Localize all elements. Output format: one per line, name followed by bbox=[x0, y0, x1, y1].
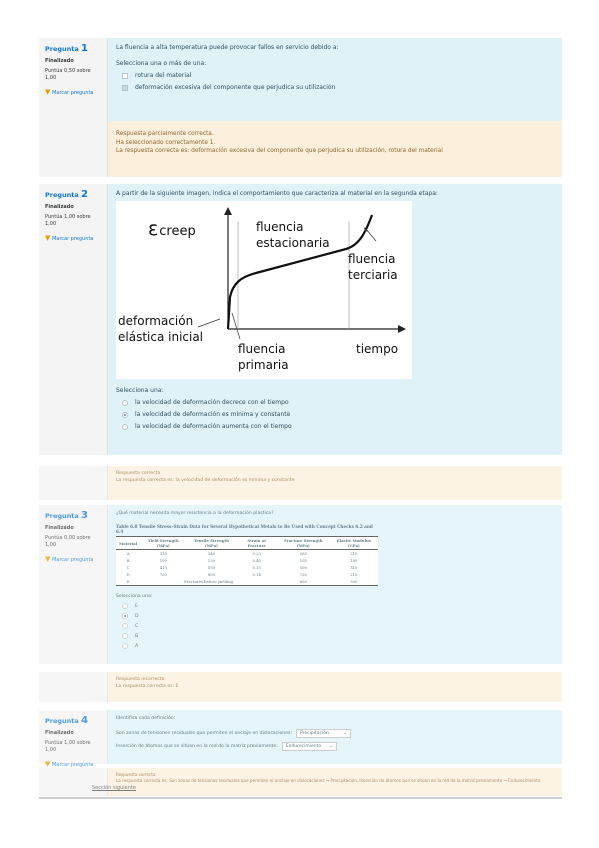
question-4-feedback-row bbox=[39, 768, 562, 796]
feedback: Respuesta correcta La respuesta correcta es: Son zonas de tensiones residuales que permiten el anclaje en dislocaciones → Precipitación, Inserción de átomos que se sitúan en la red de la matriz previamente → Endurecimiento bbox=[108, 768, 562, 796]
radio[interactable] bbox=[122, 412, 128, 418]
question-formulation bbox=[108, 184, 562, 455]
flag-icon: ▼ bbox=[45, 87, 51, 96]
y-axis-label: ε bbox=[148, 218, 159, 240]
flag-question-link[interactable]: ▼ Marcar pregunta bbox=[45, 87, 94, 96]
y-axis-sub: creep bbox=[159, 224, 196, 239]
question-3-feedback-row bbox=[39, 672, 562, 702]
table-caption: Table 6.8 Tensile Stress–Strain Data for Several Hypothetical Metals to Be Used with Concept Checks 6.2 and 6.4 bbox=[116, 524, 373, 534]
flag-question-link[interactable]: ▼ Marcar pregunta bbox=[45, 554, 94, 563]
answer-option[interactable]: deformación excesiva del componente que perjudica su utilización bbox=[122, 84, 554, 91]
chevron-down-icon: ⌄ bbox=[328, 744, 333, 749]
radio[interactable] bbox=[122, 613, 128, 619]
question-label: Pregunta bbox=[45, 45, 79, 53]
question-label: Pregunta bbox=[45, 717, 79, 725]
answer-prompt: Selecciona una: bbox=[116, 594, 153, 599]
table-header: Material bbox=[119, 540, 138, 546]
question-text: ¿Qué material necesita mayor resistencia a la deformación plástica? bbox=[116, 511, 274, 516]
question-state: Finalizado bbox=[45, 57, 74, 64]
radio[interactable] bbox=[122, 633, 128, 639]
question-2-feedback-row bbox=[39, 466, 562, 500]
answer-option[interactable]: la velocidad de deformación aumenta con el tiempo bbox=[122, 423, 554, 430]
table-row: B 100 120 0.40 105 150 bbox=[126, 558, 358, 563]
creep-curve-image bbox=[116, 201, 412, 379]
question-info bbox=[39, 710, 108, 768]
radio[interactable] bbox=[122, 623, 128, 629]
answer-option[interactable]: D bbox=[122, 613, 554, 619]
table-row: D 700 850 0.14 720 210 bbox=[126, 572, 358, 577]
x-axis-label: tiempo bbox=[356, 342, 399, 356]
question-grade: Puntúa 1,00 sobre 1,00 bbox=[45, 214, 91, 227]
next-section-link[interactable]: Sección siguiente bbox=[92, 785, 136, 791]
question-grade: Puntúa 0,00 sobre 1,00 bbox=[45, 535, 91, 548]
table-row: E Fractures before yielding 650 350 bbox=[116, 578, 378, 586]
answer-prompt: Selecciona una o más de una: bbox=[116, 60, 207, 67]
table-header: Tensile Strength (MPa) bbox=[193, 538, 229, 548]
feedback: Respuesta correcta La respuesta correcta es: la velocidad de deformación es mínima y constante bbox=[108, 466, 562, 500]
divider bbox=[39, 797, 562, 799]
question-label: Pregunta bbox=[45, 512, 79, 520]
answer-option[interactable]: E bbox=[122, 603, 554, 609]
radio[interactable] bbox=[122, 603, 128, 609]
svg-text:εcreep bbox=[148, 218, 196, 240]
table-header: Yield Strength (MPa) bbox=[147, 538, 179, 548]
radio[interactable] bbox=[122, 400, 128, 406]
flag-icon: ▼ bbox=[45, 759, 51, 768]
question-text: A partir de la siguiente imagen, indica el comportamiento que caracteriza al material en la segunda etapa: bbox=[116, 190, 438, 197]
question-1-feedback-row bbox=[39, 121, 562, 177]
question-label: Pregunta bbox=[45, 191, 79, 199]
question-text: Identifica cada definición: bbox=[116, 716, 176, 721]
question-3 bbox=[39, 505, 562, 664]
question-grade: Puntúa 0,50 sobre 1,00 bbox=[45, 68, 91, 81]
feedback: Respuesta parcialmente correcta. Ha seleccionado correctamente 1. La respuesta correcta es: deformación excesiva del componente que perjudica su utilización, rotura del material bbox=[108, 121, 562, 177]
answer-select[interactable]: Endurecimiento ⌄ bbox=[282, 742, 337, 751]
answer-option[interactable]: A bbox=[122, 643, 554, 649]
match-row: Inserción de átomos que se sitúan en la red de la matriz previamente: Endurecimiento ⌄ bbox=[116, 742, 554, 751]
question-4 bbox=[39, 710, 562, 768]
question-2 bbox=[39, 184, 562, 455]
question-state: Finalizado bbox=[45, 729, 74, 736]
checkbox[interactable] bbox=[122, 73, 128, 79]
table-header: Fracture Strength (MPa) bbox=[284, 538, 323, 548]
question-info bbox=[39, 184, 108, 455]
label-secondary-2: estacionaria bbox=[256, 236, 330, 250]
label-primary-2: primaria bbox=[238, 358, 289, 372]
question-number: 4 bbox=[81, 715, 89, 726]
label-tertiary-1: fluencia bbox=[348, 252, 396, 266]
flag-icon: ▼ bbox=[45, 554, 51, 563]
data-table bbox=[116, 522, 378, 586]
flag-question-link[interactable]: ▼ Marcar pregunta bbox=[45, 759, 94, 768]
table-row: A 310 340 0.23 265 210 bbox=[126, 551, 358, 556]
question-info bbox=[39, 38, 108, 121]
chevron-down-icon: ⌄ bbox=[343, 731, 347, 736]
answer-select[interactable]: Precipitación ⌄ bbox=[296, 729, 351, 738]
table-header: Elastic Modulus (GPa) bbox=[336, 538, 371, 548]
label-primary-1: fluencia bbox=[238, 342, 286, 356]
flag-question-link[interactable]: ▼ Marcar pregunta bbox=[45, 233, 94, 242]
answer-option[interactable]: rotura del material bbox=[122, 72, 554, 79]
label-initial-2: elástica inicial bbox=[118, 330, 204, 344]
table-header: Strain at Fracture bbox=[247, 538, 267, 548]
radio[interactable] bbox=[122, 643, 128, 649]
label-secondary-1: fluencia bbox=[256, 220, 304, 234]
question-state: Finalizado bbox=[45, 203, 74, 210]
question-formulation bbox=[108, 505, 562, 664]
question-state: Finalizado bbox=[45, 524, 74, 531]
answer-prompt: Selecciona una: bbox=[116, 387, 164, 394]
question-formulation bbox=[108, 710, 562, 764]
checkbox[interactable] bbox=[122, 85, 128, 91]
question-info bbox=[39, 505, 108, 664]
match-row: Son zonas de tensiones residuales que permiten el anclaje en dislocaciones: Precipitación ⌄ bbox=[116, 729, 554, 738]
question-formulation bbox=[108, 38, 562, 121]
flag-icon: ▼ bbox=[45, 233, 51, 242]
question-number: 2 bbox=[81, 189, 89, 200]
question-1 bbox=[39, 38, 562, 121]
answer-option[interactable]: B bbox=[122, 633, 554, 639]
question-number: 3 bbox=[81, 510, 89, 521]
label-initial-1: deformación bbox=[118, 314, 194, 328]
answer-option[interactable]: la velocidad de deformación decrece con el tiempo bbox=[122, 399, 554, 406]
question-number: 1 bbox=[81, 43, 89, 54]
table-row: C 415 550 0.15 500 310 bbox=[126, 565, 358, 570]
question-text: La fluencia a alta temperatura puede provocar fallos en servicio debido a: bbox=[116, 44, 339, 51]
label-tertiary-2: terciaria bbox=[348, 268, 398, 282]
feedback: Respuesta incorrecta. La respuesta correcta es: E bbox=[108, 672, 562, 702]
question-grade: Puntúa 1,00 sobre 1,00 bbox=[45, 740, 91, 753]
answer-option[interactable]: C bbox=[122, 623, 554, 629]
answer-option[interactable]: la velocidad de deformación es mínima y constante bbox=[122, 411, 554, 418]
radio[interactable] bbox=[122, 424, 128, 430]
